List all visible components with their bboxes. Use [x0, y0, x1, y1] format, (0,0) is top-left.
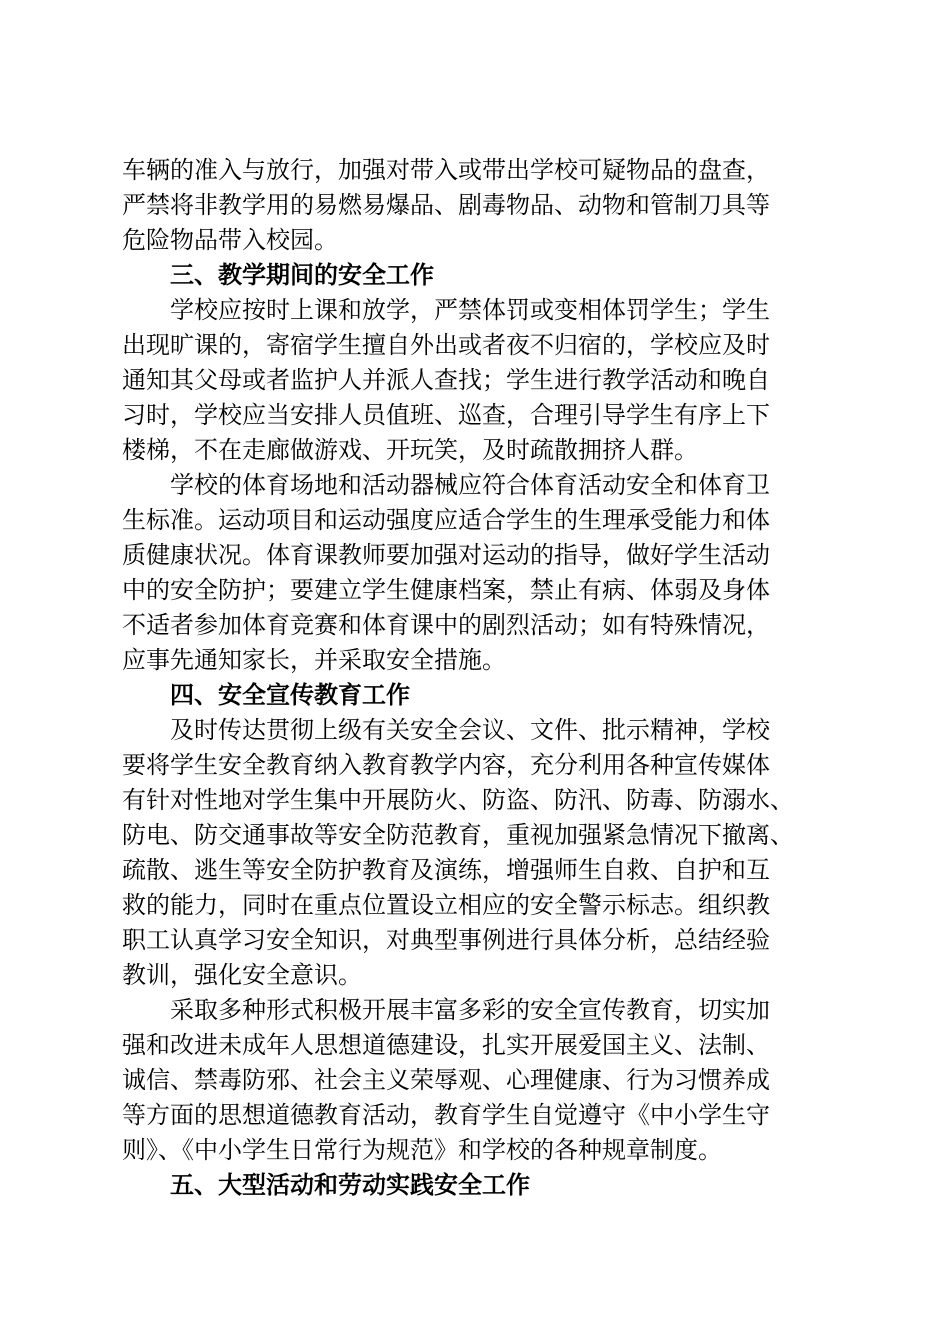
- section4-para1-line: 救的能力，同时在重点位置设立相应的安全警示标志。组织教: [122, 891, 770, 919]
- section4-para2-line: 等方面的思想道德教育活动，教育学生自觉遵守《中小学生守: [122, 1101, 770, 1129]
- section4-para1-line: 疏散、逃生等安全防护教育及演练，增强师生自救、自护和互: [122, 856, 770, 884]
- section4-para1-line: 职工认真学习安全知识，对典型事例进行具体分析，总结经验: [122, 926, 770, 954]
- section4-para1-line: 教训，强化安全意识。: [122, 961, 362, 989]
- section3-para2-line: 质健康状况。体育课教师要加强对运动的指导，做好学生活动: [122, 541, 770, 569]
- section4-para2-line: 采取多种形式积极开展丰富多彩的安全宣传教育，切实加: [170, 996, 770, 1024]
- section4-para2-line: 强和改进未成年人思想道德建设，扎实开展爱国主义、法制、: [122, 1031, 770, 1059]
- section4-para1-line: 及时传达贯彻上级有关安全会议、文件、批示精神，学校: [170, 716, 770, 744]
- section3-para1-line: 习时，学校应当安排人员值班、巡查，合理引导学生有序上下: [122, 401, 770, 429]
- section3-para1-line: 楼梯，不在走廊做游戏、开玩笑，及时疏散拥挤人群。: [122, 436, 698, 464]
- section-heading-4: 四、安全宣传教育工作: [170, 681, 410, 709]
- section4-para2-line: 则》、《中小学生日常行为规范》和学校的各种规章制度。: [122, 1136, 722, 1164]
- section3-para2-line: 不适者参加体育竞赛和体育课中的剧烈活动；如有特殊情况，: [122, 611, 770, 639]
- section3-para2-line: 应事先通知家长，并采取安全措施。: [122, 646, 506, 674]
- section3-para2-line: 中的安全防护；要建立学生健康档案，禁止有病、体弱及身体: [122, 576, 770, 604]
- section-heading-5: 五、大型活动和劳动实践安全工作: [170, 1171, 530, 1199]
- section3-para2-line: 学校的体育场地和活动器械应符合体育活动安全和体育卫: [170, 471, 770, 499]
- section4-para1-line: 要将学生安全教育纳入教育教学内容，充分利用各种宣传媒体: [122, 751, 770, 779]
- section3-para1-line: 学校应按时上课和放学，严禁体罚或变相体罚学生；学生: [170, 296, 770, 324]
- section-heading-3: 三、教学期间的安全工作: [170, 261, 434, 289]
- section4-para1-line: 防电、防交通事故等安全防范教育，重视加强紧急情况下撤离、: [122, 821, 794, 849]
- section4-para2-line: 诚信、禁毒防邪、社会主义荣辱观、心理健康、行为习惯养成: [122, 1066, 770, 1094]
- section3-para2-line: 生标准。运动项目和运动强度应适合学生的生理承受能力和体: [122, 506, 770, 534]
- section3-para1-line: 通知其父母或者监护人并派人查找；学生进行教学活动和晚自: [122, 366, 770, 394]
- section3-para1-line: 出现旷课的，寄宿学生擅自外出或者夜不归宿的，学校应及时: [122, 331, 770, 359]
- intro-line: 车辆的准入与放行，加强对带入或带出学校可疑物品的盘查，: [122, 156, 770, 184]
- intro-line: 严禁将非教学用的易燃易爆品、剧毒物品、动物和管制刀具等: [122, 191, 770, 219]
- intro-line: 危险物品带入校园。: [122, 226, 338, 254]
- section4-para1-line: 有针对性地对学生集中开展防火、防盗、防汛、防毒、防溺水、: [122, 786, 794, 814]
